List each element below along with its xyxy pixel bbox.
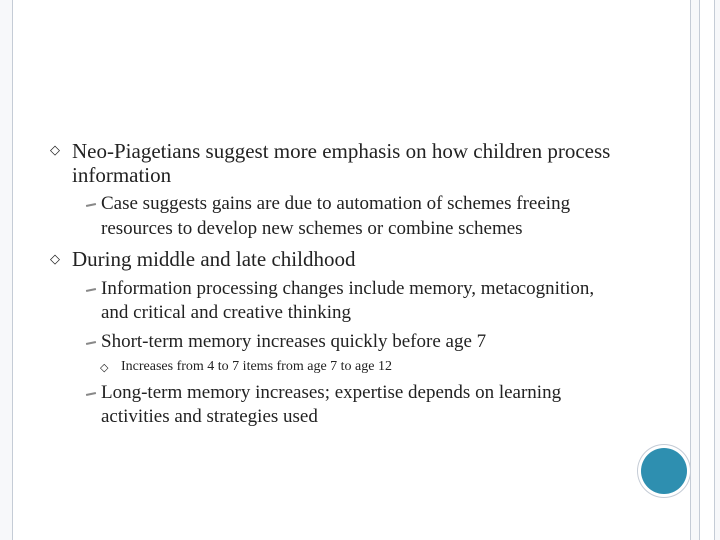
sub-sub-bullet-diamond-icon: ◇ [100, 361, 109, 374]
sub-bullet-dash-icon [86, 200, 102, 210]
sub-bullet-dash-icon [86, 389, 102, 399]
slide-right-frame [690, 0, 720, 540]
sub-bullet-text: resources to develop new schemes or combine schemes [101, 218, 523, 239]
sub-bullet-text: Information processing changes include memory, metacognition, [101, 278, 595, 299]
sub-sub-bullet-text: Increases from 4 to 7 items from age 7 to age 12 [121, 359, 392, 374]
bullet-text: Neo-Piagetians suggest more emphasis on how children process [72, 139, 611, 163]
sub-bullet-dash-icon [86, 338, 102, 348]
bullet-text: information [72, 163, 172, 187]
sub-bullet-text: and critical and creative thinking [101, 302, 352, 323]
bullet-diamond-icon: ◇ [50, 143, 60, 158]
bullet-text: During middle and late childhood [72, 247, 356, 271]
sub-bullet-text: activities and strategies used [101, 406, 318, 427]
decorative-circle [641, 448, 687, 494]
sub-bullet-text: Long-term memory increases; expertise depends on learning [101, 382, 562, 403]
slide-left-frame [0, 0, 13, 540]
sub-bullet-text: Short-term memory increases quickly before age 7 [101, 331, 487, 352]
bullet-diamond-icon: ◇ [50, 252, 60, 267]
sub-bullet-text: Case suggests gains are due to automation of schemes freeing [101, 193, 571, 214]
slide-right-frame-inner [699, 0, 715, 540]
sub-bullet-dash-icon [86, 285, 102, 295]
